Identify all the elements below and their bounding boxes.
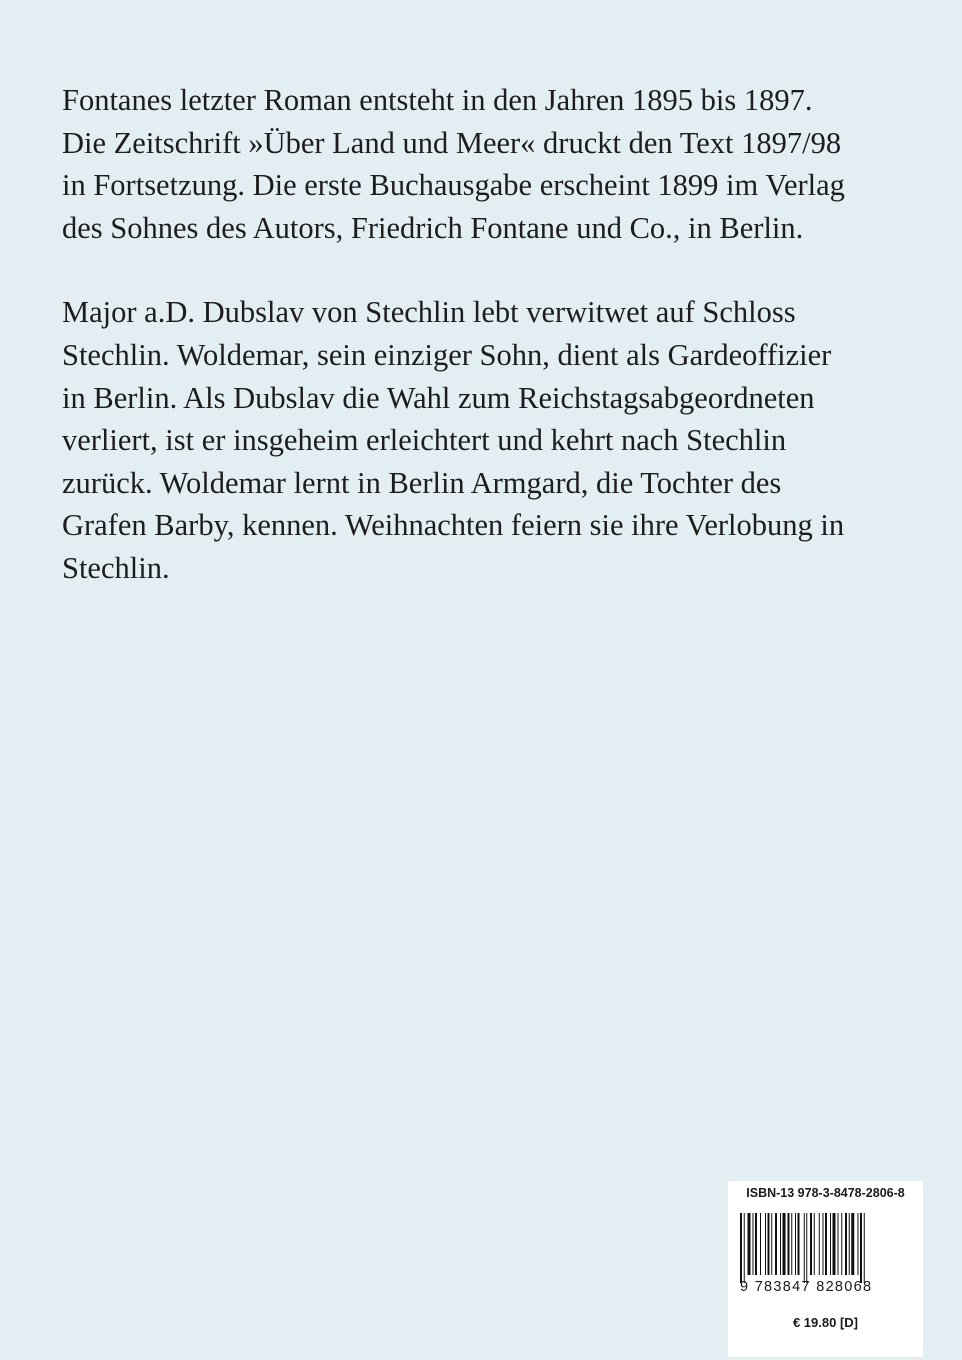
price-label: € 19.80 [D] — [792, 1315, 859, 1330]
barcode-icon — [740, 1213, 912, 1283]
barcode-bar — [744, 1213, 745, 1283]
barcode-bar — [810, 1213, 812, 1275]
barcode-bar — [819, 1213, 820, 1275]
isbn-barcode-panel — [728, 1181, 923, 1357]
barcode-bar — [775, 1213, 777, 1275]
barcode-bar — [833, 1213, 836, 1275]
barcode-bar — [753, 1213, 754, 1275]
barcode-bar — [823, 1213, 824, 1275]
barcode-bar — [814, 1213, 815, 1275]
barcode-bar — [791, 1213, 792, 1275]
barcode-bar — [851, 1213, 854, 1275]
isbn-label: ISBN-13 978-3-8478-2806-8 — [746, 1186, 905, 1200]
barcode-bar — [864, 1213, 865, 1283]
barcode-bar — [830, 1213, 831, 1275]
barcode-bar — [849, 1213, 850, 1275]
barcode-bar — [760, 1213, 761, 1275]
barcode-bar — [838, 1213, 839, 1275]
barcode-bar — [845, 1213, 847, 1275]
barcode-digits: 9 783847 828068 — [740, 1279, 873, 1295]
barcode-bar — [755, 1213, 757, 1275]
barcode-bar — [804, 1213, 805, 1283]
barcode-bar — [740, 1213, 742, 1283]
paragraph-publication-history: Fontanes letzter Roman entsteht in den Jahren 1895 bis 1897. Die Zeitschrift »Über Land und Meer« druckt den Text 1897/98 in Fortsetzung. Die erste Buchausgabe erscheint 1899 im Verlag des Sohnes des Autors, Friedrich Fontane und Co., in Berlin. — [62, 83, 845, 245]
barcode-bar — [825, 1213, 827, 1275]
barcode-bar — [806, 1213, 807, 1283]
barcode-bar — [748, 1213, 751, 1275]
barcode-bar — [798, 1213, 800, 1275]
barcode-bar — [765, 1213, 766, 1275]
barcode-bar — [768, 1213, 770, 1275]
barcode-bar — [795, 1213, 796, 1275]
barcode-bar — [771, 1213, 772, 1275]
barcode-bar — [780, 1213, 781, 1275]
barcode-bar — [841, 1213, 842, 1275]
back-cover-text — [62, 79, 922, 590]
barcode-bar — [858, 1213, 859, 1275]
barcode-bar — [860, 1213, 862, 1283]
barcode-bar — [783, 1213, 786, 1275]
paragraph-synopsis: Major a.D. Dubslav von Stechlin lebt verwitwet auf Schloss Stechlin. Woldemar, sein einziger Sohn, dient als Gardeoffizier in Berlin. Als Dubslav die Wahl zum Reichstagsabgeordneten verliert, ist er insgeheim erleichtert und kehrt nach Stechlin zurück. Woldemar lernt in Berlin Armgard, die Tochter des Grafen Barby, kennen. Weihnachten feiern sie ihre Verlobung in Stechlin. — [62, 295, 845, 585]
barcode-bar — [788, 1213, 790, 1275]
